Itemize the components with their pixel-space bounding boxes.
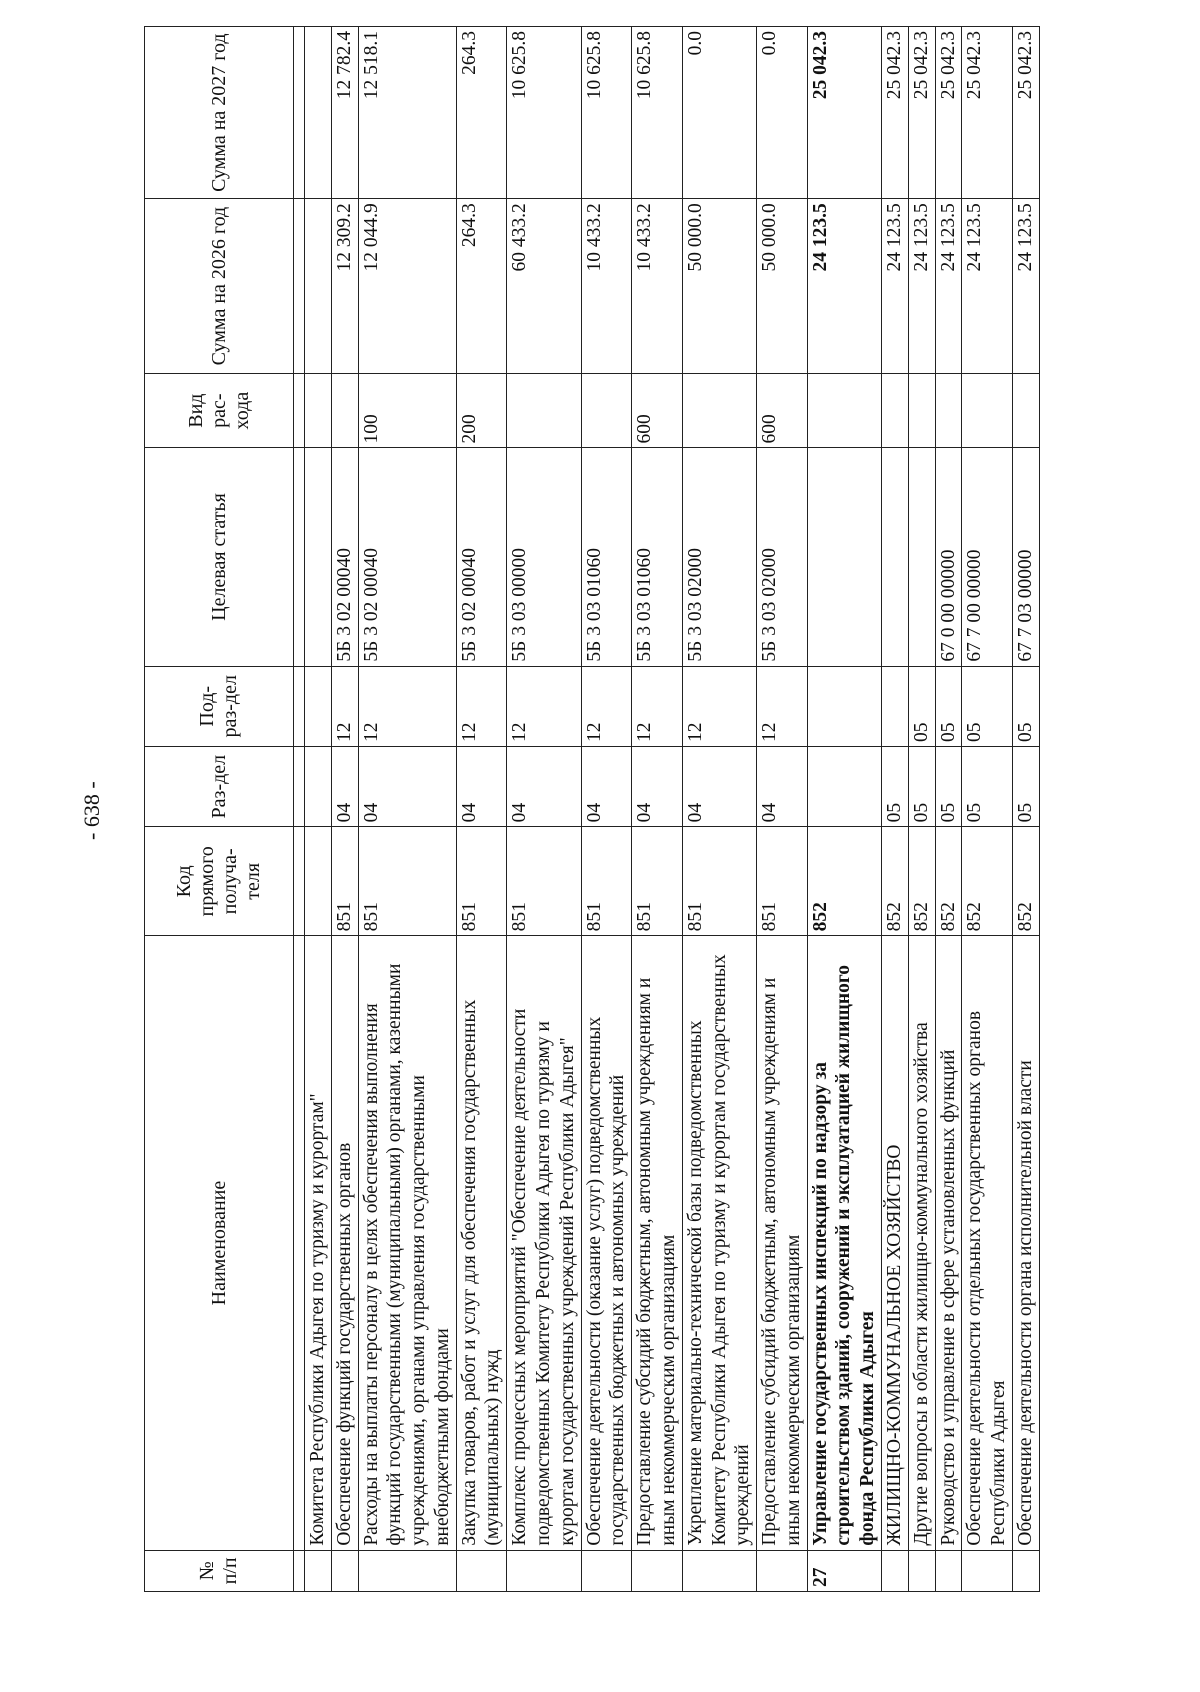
table-row <box>1012 27 1039 1592</box>
header-num: № п/п <box>145 1550 294 1591</box>
header-razdel: Раз-дел <box>145 746 294 826</box>
header-sum2026: Сумма на 2026 год <box>145 199 294 374</box>
cell-code: 852 <box>881 827 908 936</box>
cell-name: ЖИЛИЩНО-КОММУНАЛЬНОЕ ХОЗЯЙСТВО <box>881 936 908 1550</box>
cell-razdel: 04 <box>456 746 507 826</box>
cell-sum2027: 25 042.3 <box>962 27 1013 199</box>
cell-vid: 100 <box>358 373 456 448</box>
cell-target: 5Б 3 02 00040 <box>456 448 507 666</box>
table-row <box>331 27 358 1592</box>
cell-code: 851 <box>358 827 456 936</box>
cell-podrazdel: 12 <box>682 666 756 746</box>
cell-razdel: 05 <box>881 746 908 826</box>
cell-num <box>331 1550 358 1591</box>
cell-code <box>305 827 332 936</box>
cell-podrazdel: 05 <box>962 666 1013 746</box>
cell-name: Укрепление материально-технической базы подведомственных Комитету Республики Адыгея по туризму и курортам государственных учреждений <box>682 936 756 1550</box>
cell-sum2026: 60 433.2 <box>507 199 581 374</box>
cell-target <box>881 448 908 666</box>
page-number: - 638 - <box>79 781 104 840</box>
table-row <box>581 27 632 1592</box>
cell-name: Предоставление субсидий бюджетным, автономным учреждениям и иным некоммерческим организациям <box>757 936 808 1550</box>
cell-sum2027: 12 782.4 <box>331 27 358 199</box>
table-body <box>294 27 1040 1592</box>
header-name: Наименование <box>145 936 294 1550</box>
table-row <box>456 27 507 1592</box>
cell-num <box>935 1550 962 1591</box>
table-row <box>358 27 456 1592</box>
cell-target <box>807 448 881 666</box>
cell-podrazdel: 12 <box>757 666 808 746</box>
cell-podrazdel: 12 <box>632 666 683 746</box>
cell-sum2027: 0.0 <box>682 27 756 199</box>
cell-razdel: 04 <box>331 746 358 826</box>
cell-sum2026: 24 123.5 <box>935 199 962 374</box>
cell-razdel: 04 <box>632 746 683 826</box>
cell-sum2027: 10 625.8 <box>581 27 632 199</box>
cell-code: 851 <box>682 827 756 936</box>
header-vid: Вид рас-хода <box>145 373 294 448</box>
cell-num <box>962 1550 1013 1591</box>
cell-podrazdel: 05 <box>935 666 962 746</box>
cell-vid <box>807 373 881 448</box>
cell-target: 67 7 00 00000 <box>962 448 1013 666</box>
cell-vid <box>581 373 632 448</box>
cell-sum2027: 25 042.3 <box>935 27 962 199</box>
cell-num <box>1012 1550 1039 1591</box>
cell-target: 5Б 3 02 00040 <box>331 448 358 666</box>
cell-podrazdel: 12 <box>358 666 456 746</box>
cell-sum2026: 24 123.5 <box>908 199 935 374</box>
cell-name: Обеспечение деятельности отдельных государственных органов Республики Адыгея <box>962 936 1013 1550</box>
cell-sum2026: 50 000.0 <box>757 199 808 374</box>
cell-vid: 600 <box>632 373 683 448</box>
table-row <box>305 27 332 1592</box>
cell-name: Руководство и управление в сфере установленных функций <box>935 936 962 1550</box>
cell-code: 852 <box>935 827 962 936</box>
cell-sum2026: 12 044.9 <box>358 199 456 374</box>
cell-razdel: 04 <box>682 746 756 826</box>
spacer-row <box>294 27 305 1592</box>
rotated-table-wrapper <box>144 26 1036 1592</box>
cell-target: 67 7 03 00000 <box>1012 448 1039 666</box>
cell-code: 852 <box>962 827 1013 936</box>
cell-podrazdel: 12 <box>507 666 581 746</box>
cell-target <box>908 448 935 666</box>
cell-name: Закупка товаров, работ и услуг для обеспечения государственных (муниципальных) нужд <box>456 936 507 1550</box>
cell-sum2026: 24 123.5 <box>881 199 908 374</box>
cell-vid <box>962 373 1013 448</box>
cell-num <box>757 1550 808 1591</box>
cell-name: Управление государственных инспекций по надзору за строительством зданий, сооружений и эксплуатацией жилищного фонда Республики Адыгея <box>807 936 881 1550</box>
cell-razdel: 04 <box>581 746 632 826</box>
cell-razdel: 05 <box>962 746 1013 826</box>
cell-code: 851 <box>331 827 358 936</box>
cell-code: 851 <box>757 827 808 936</box>
cell-razdel: 04 <box>507 746 581 826</box>
cell-sum2027: 264.3 <box>456 27 507 199</box>
cell-vid <box>331 373 358 448</box>
cell-sum2027: 25 042.3 <box>1012 27 1039 199</box>
cell-name: Предоставление субсидий бюджетным, автономным учреждениям и иным некоммерческим организациям <box>632 936 683 1550</box>
cell-sum2026 <box>305 199 332 374</box>
cell-razdel: 04 <box>358 746 456 826</box>
cell-code: 851 <box>632 827 683 936</box>
cell-code: 851 <box>456 827 507 936</box>
cell-name: Расходы на выплаты персоналу в целях обеспечения выполнения функций государственными (муниципальными) органами, казенными учреждениями, органами управления государственными внебюджетными фондами <box>358 936 456 1550</box>
cell-code: 851 <box>507 827 581 936</box>
cell-name: Обеспечение функций государственных органов <box>331 936 358 1550</box>
budget-table <box>144 26 1040 1592</box>
cell-target <box>305 448 332 666</box>
table-row <box>632 27 683 1592</box>
cell-num <box>682 1550 756 1591</box>
cell-sum2026: 10 433.2 <box>632 199 683 374</box>
cell-razdel: 05 <box>1012 746 1039 826</box>
cell-razdel: 05 <box>935 746 962 826</box>
cell-num <box>881 1550 908 1591</box>
cell-sum2026: 10 433.2 <box>581 199 632 374</box>
table-row <box>682 27 756 1592</box>
cell-num <box>507 1550 581 1591</box>
cell-target: 5Б 3 03 02000 <box>757 448 808 666</box>
cell-vid <box>305 373 332 448</box>
table-row <box>935 27 962 1592</box>
header-row <box>145 27 294 1592</box>
cell-name: Комитета Республики Адыгея по туризму и курортам" <box>305 936 332 1550</box>
cell-vid: 600 <box>757 373 808 448</box>
cell-podrazdel: 12 <box>331 666 358 746</box>
cell-podrazdel: 12 <box>581 666 632 746</box>
cell-sum2027 <box>305 27 332 199</box>
cell-num <box>632 1550 683 1591</box>
cell-vid <box>908 373 935 448</box>
cell-vid <box>935 373 962 448</box>
cell-podrazdel: 12 <box>456 666 507 746</box>
cell-target: 5Б 3 03 01060 <box>581 448 632 666</box>
cell-code: 852 <box>807 827 881 936</box>
cell-sum2026: 12 309.2 <box>331 199 358 374</box>
cell-name: Обеспечение деятельности (оказание услуг) подведомственных государственных бюджетных и автономных учреждений <box>581 936 632 1550</box>
cell-podrazdel: 05 <box>1012 666 1039 746</box>
table-row <box>881 27 908 1592</box>
cell-podrazdel <box>807 666 881 746</box>
cell-vid <box>1012 373 1039 448</box>
header-sum2027: Сумма на 2027 год <box>145 27 294 199</box>
table-row <box>962 27 1013 1592</box>
cell-podrazdel <box>305 666 332 746</box>
cell-num <box>456 1550 507 1591</box>
cell-sum2027: 10 625.8 <box>632 27 683 199</box>
table-row <box>507 27 581 1592</box>
cell-name: Обеспечение деятельности органа исполнительной власти <box>1012 936 1039 1550</box>
cell-num: 27 <box>807 1550 881 1591</box>
header-target: Целевая статья <box>145 448 294 666</box>
cell-sum2027: 25 042.3 <box>807 27 881 199</box>
cell-vid <box>682 373 756 448</box>
cell-razdel <box>305 746 332 826</box>
cell-sum2026: 24 123.5 <box>962 199 1013 374</box>
cell-podrazdel <box>881 666 908 746</box>
cell-code: 852 <box>1012 827 1039 936</box>
cell-razdel: 05 <box>908 746 935 826</box>
cell-sum2027: 0.0 <box>757 27 808 199</box>
cell-sum2026: 24 123.5 <box>1012 199 1039 374</box>
cell-target: 5Б 3 02 00040 <box>358 448 456 666</box>
cell-vid <box>881 373 908 448</box>
cell-vid <box>507 373 581 448</box>
cell-podrazdel: 05 <box>908 666 935 746</box>
table-row <box>807 27 881 1592</box>
cell-sum2027: 25 042.3 <box>908 27 935 199</box>
table-row <box>908 27 935 1592</box>
cell-code: 851 <box>581 827 632 936</box>
cell-num <box>908 1550 935 1591</box>
cell-sum2027: 12 518.1 <box>358 27 456 199</box>
cell-name: Другие вопросы в области жилищно-коммунального хозяйства <box>908 936 935 1550</box>
cell-razdel <box>807 746 881 826</box>
cell-sum2027: 25 042.3 <box>881 27 908 199</box>
cell-target: 5Б 3 03 01060 <box>632 448 683 666</box>
cell-code: 852 <box>908 827 935 936</box>
cell-vid: 200 <box>456 373 507 448</box>
cell-sum2026: 264.3 <box>456 199 507 374</box>
cell-name: Комплекс процессных мероприятий "Обеспечение деятельности подведомственных Комитету Республики Адыгея по туризму и курортам государственных учреждений Республики Адыгея" <box>507 936 581 1550</box>
cell-razdel: 04 <box>757 746 808 826</box>
cell-target: 5Б 3 03 00000 <box>507 448 581 666</box>
table-row <box>757 27 808 1592</box>
cell-num <box>305 1550 332 1591</box>
header-podrazdel: Под-раз-дел <box>145 666 294 746</box>
cell-target: 5Б 3 03 02000 <box>682 448 756 666</box>
cell-sum2026: 50 000.0 <box>682 199 756 374</box>
cell-target: 67 0 00 00000 <box>935 448 962 666</box>
cell-num <box>581 1550 632 1591</box>
cell-num <box>358 1550 456 1591</box>
cell-sum2027: 10 625.8 <box>507 27 581 199</box>
header-code: Код прямого получа-теля <box>145 827 294 936</box>
cell-sum2026: 24 123.5 <box>807 199 881 374</box>
